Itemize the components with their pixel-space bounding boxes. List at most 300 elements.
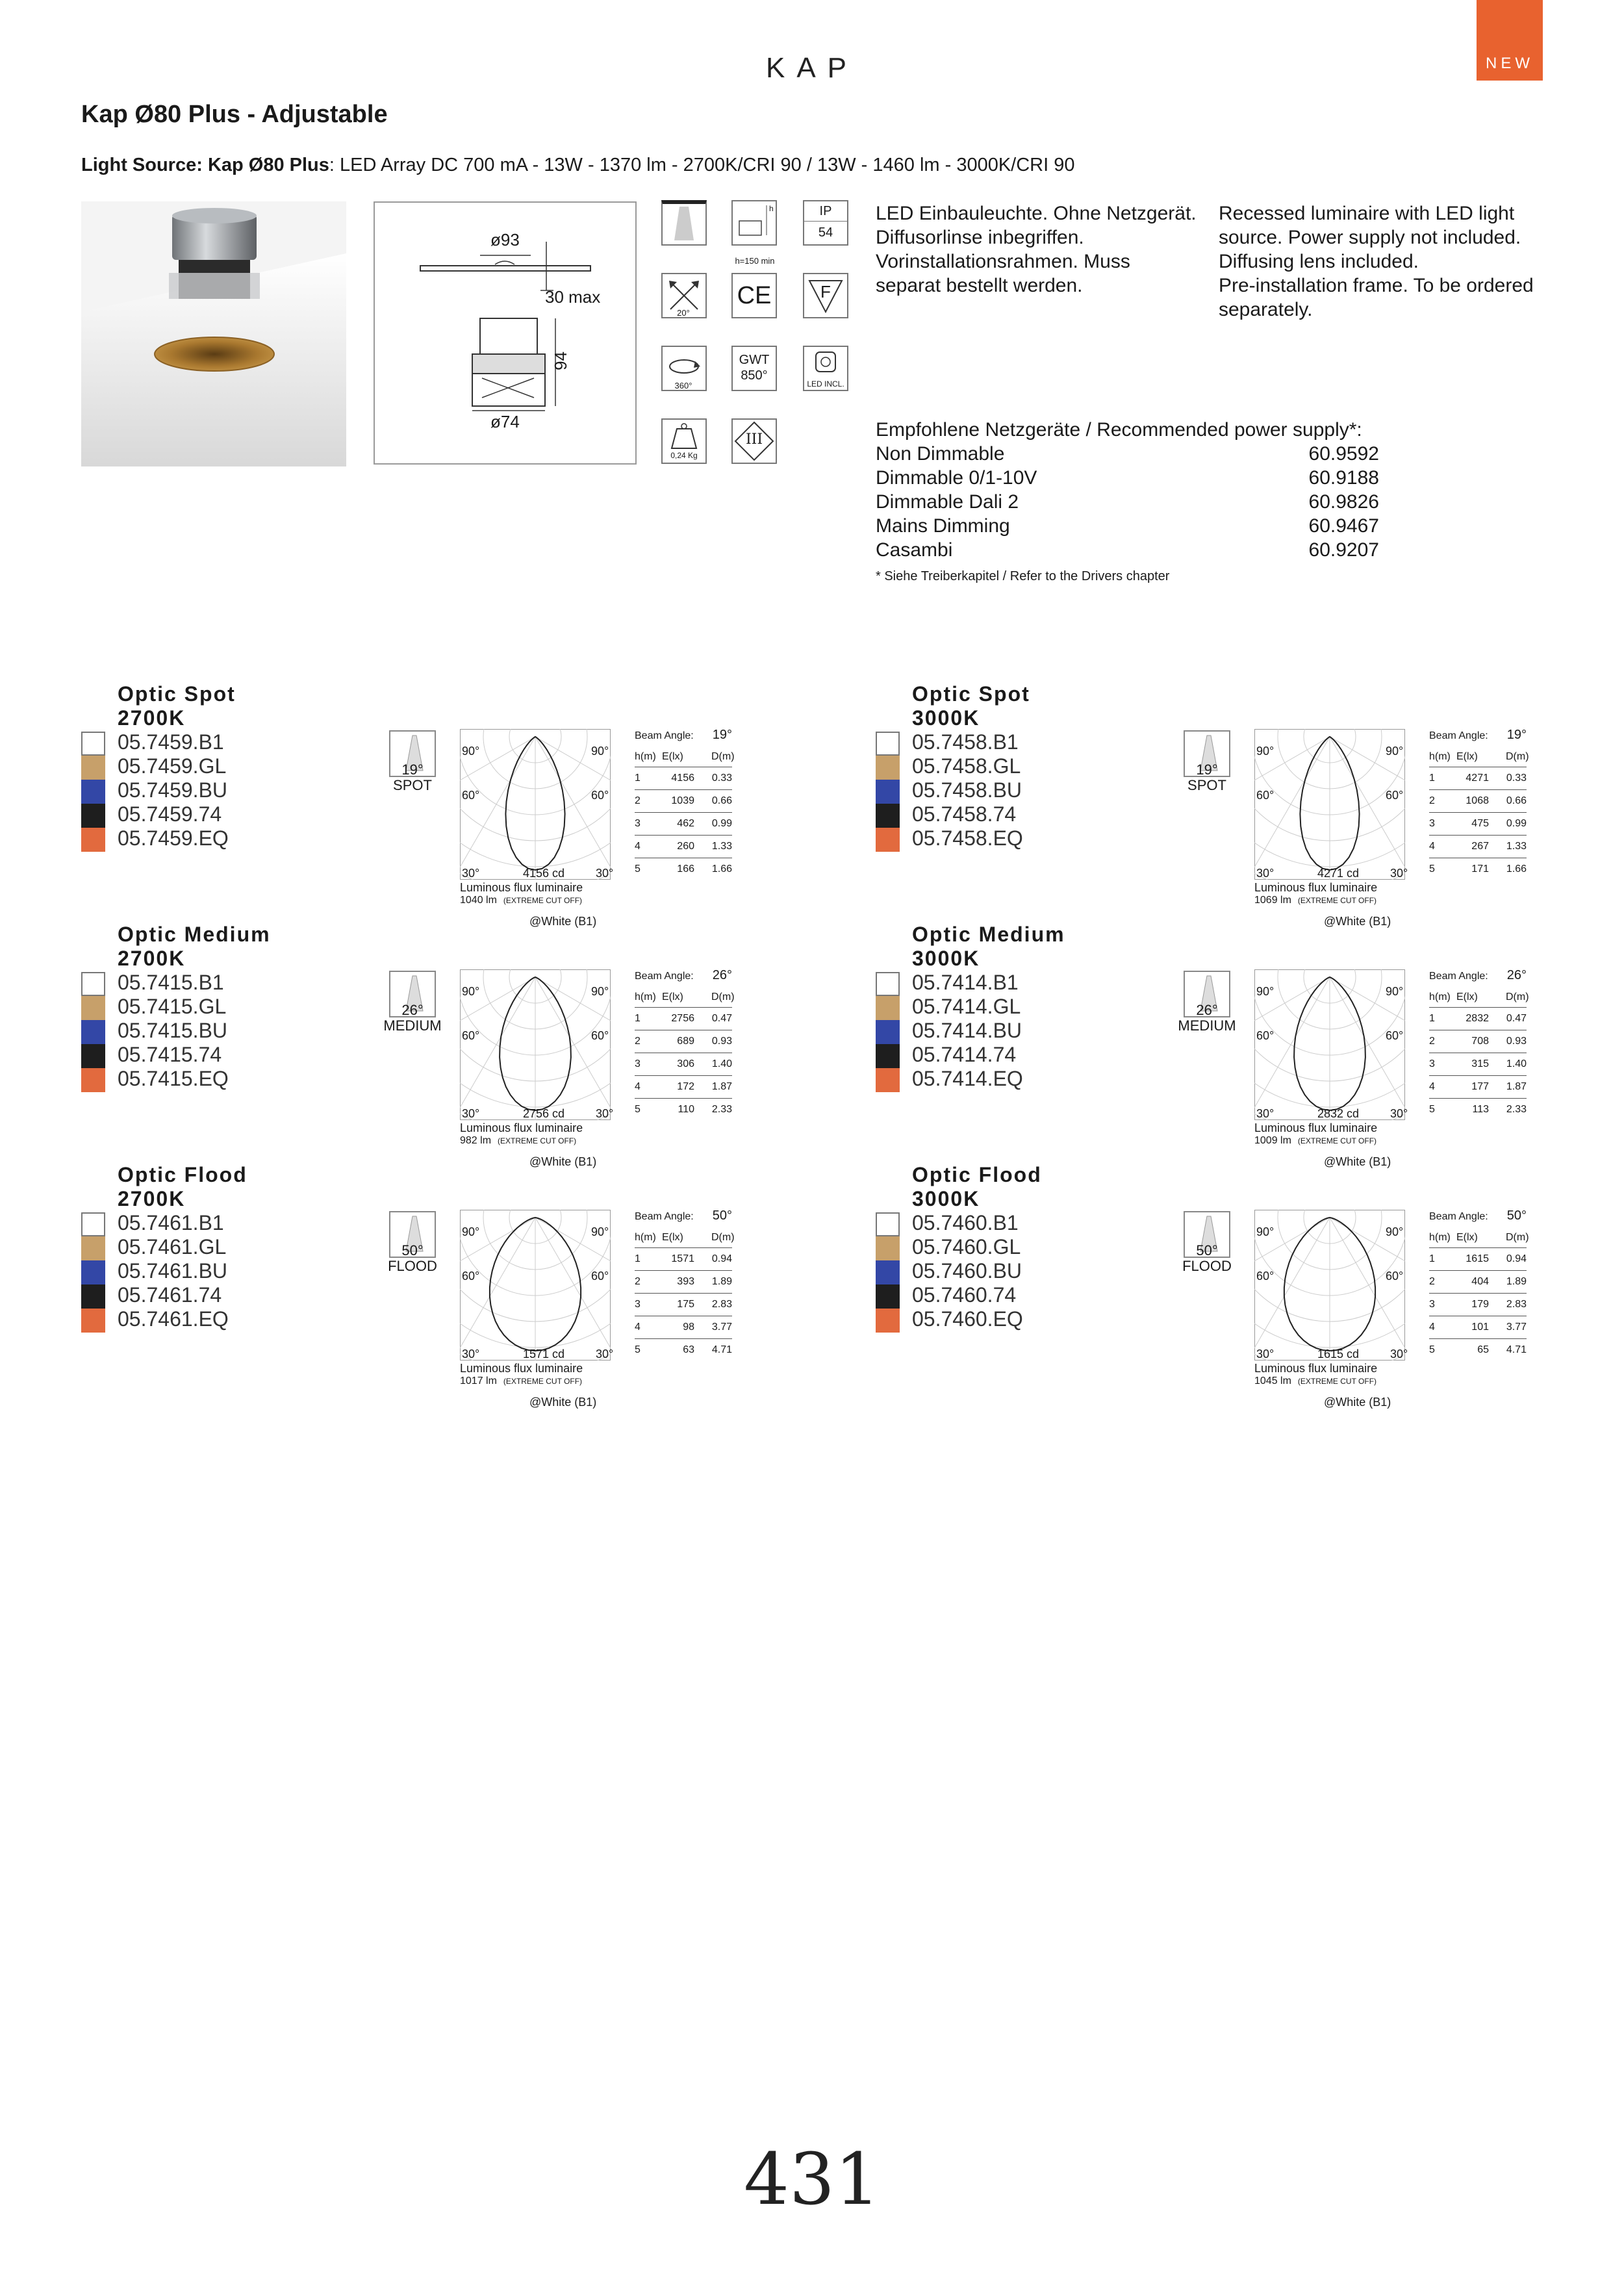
polar-label-60-left: 60° (462, 1029, 480, 1042)
dim-outer-diameter: ø93 (490, 230, 520, 249)
table-row (1429, 1248, 1527, 1271)
finish-swatch (81, 1309, 105, 1333)
polar-label-60-right: 60° (1386, 789, 1404, 802)
article-code: 05.7461.GL (118, 1235, 227, 1258)
article-code: 05.7459.BU (118, 778, 228, 802)
finish-swatch (81, 1020, 105, 1044)
flux-label: Luminous flux luminaire (1254, 881, 1378, 894)
polar-label-60-left: 60° (462, 789, 480, 802)
article-code: 05.7414.74 (912, 1043, 1017, 1066)
polar-label-60-left: 60° (1256, 1029, 1275, 1042)
table-header-row (1429, 989, 1527, 1008)
article-code: 05.7458.B1 (912, 730, 1019, 754)
weight-icon (661, 418, 707, 464)
table-row (635, 1316, 732, 1339)
table-cell: 0.99 (711, 818, 732, 829)
table-cell: 3 (1429, 1058, 1435, 1069)
table-cell: 179 (1471, 1299, 1489, 1310)
finish-swatch (876, 1284, 900, 1309)
table-row (1429, 1271, 1527, 1294)
flux-value (460, 1375, 582, 1387)
table-header-cell: E(lx) (662, 751, 683, 762)
optic-cct: 3000K (912, 947, 980, 970)
cutoff-label: (EXTREME CUT OFF) (1297, 896, 1377, 905)
table-cell: 1.87 (1506, 1081, 1527, 1092)
optic-block (876, 1163, 1624, 1409)
table-cell: 0.94 (1506, 1253, 1527, 1264)
table-cell: 1.89 (1506, 1276, 1527, 1287)
white-finish-note: @White (B1) (529, 1155, 597, 1168)
table-cell: 1.66 (711, 863, 732, 875)
finish-swatch (876, 804, 900, 828)
polar-label-90-left: 90° (462, 745, 480, 758)
table-cell: 1.40 (711, 1058, 732, 1069)
optic-title (912, 682, 1030, 730)
dimension-drawing (374, 201, 637, 465)
desc-de-line: LED Einbauleuchte. Ohne Netzgerät. (876, 203, 1197, 224)
optic-name: Optic Spot (912, 682, 1030, 706)
cutoff-label: (EXTREME CUT OFF) (1297, 1136, 1377, 1145)
light-source-label: Light Source: Kap Ø80 Plus (81, 155, 329, 175)
finish-code-row (81, 828, 341, 852)
beam-type-label: FLOOD (388, 1258, 437, 1274)
table-row (1429, 1053, 1527, 1076)
table-cell: 175 (677, 1299, 694, 1310)
optic-name: Optic Spot (118, 682, 236, 706)
table-header-cell: D(m) (1506, 1232, 1529, 1243)
polar-label-30-right: 30° (596, 867, 614, 880)
gwt-label: GWT (739, 353, 770, 367)
polar-label-30-left: 30° (1256, 1107, 1275, 1120)
finish-code-row (876, 1260, 1136, 1284)
flux-lumen: 1009 lm (1254, 1135, 1291, 1146)
beam-angle-caption: Beam Angle: (1429, 730, 1488, 741)
ps-name: Non Dimmable (876, 443, 1005, 465)
optic-cct: 3000K (912, 1187, 980, 1210)
article-code: 05.7459.GL (118, 754, 227, 778)
optic-name: Optic Medium (912, 923, 1065, 946)
illuminance-table (1429, 968, 1536, 1121)
table-cell: 0.33 (1506, 773, 1527, 784)
finish-swatch (876, 1260, 900, 1284)
table-cell: 1.33 (711, 841, 732, 852)
finish-swatch (876, 996, 900, 1020)
finish-code-row (876, 828, 1136, 852)
finish-code-row (81, 732, 341, 756)
dim-inner-diameter: ø74 (490, 412, 520, 431)
article-code: 05.7414.BU (912, 1019, 1022, 1042)
table-cell: 2832 (1465, 1013, 1489, 1024)
flux-value (460, 1135, 576, 1147)
table-header-row (635, 748, 735, 767)
ip-rating-icon (803, 200, 848, 246)
table-cell: 1571 (671, 1253, 694, 1264)
ps-name: Dimmable Dali 2 (876, 491, 1019, 513)
gwt-icon (731, 346, 777, 391)
finish-code-row (81, 1236, 341, 1260)
table-cell: 475 (1471, 818, 1489, 829)
finish-code-row (876, 756, 1136, 780)
table-cell: 3 (635, 1058, 641, 1069)
polar-label-30-left: 30° (462, 1107, 480, 1120)
finish-swatch (81, 1068, 105, 1092)
table-row (635, 1339, 732, 1361)
table-cell: 1 (1429, 1253, 1435, 1264)
table-cell: 2756 (671, 1013, 694, 1024)
table-cell: 306 (677, 1058, 694, 1069)
gwt-value: 850° (741, 368, 768, 383)
table-cell: 0.94 (711, 1253, 732, 1264)
beam-type-label: MEDIUM (1178, 1017, 1236, 1034)
table-row (635, 1008, 732, 1030)
table-cell: 2.83 (711, 1299, 732, 1310)
polar-label-90-left: 90° (462, 985, 480, 998)
table-cell: 172 (677, 1081, 694, 1092)
table-cell: 0.66 (711, 795, 732, 806)
finish-swatch (81, 1236, 105, 1260)
product-title: Kap Ø80 Plus - Adjustable (81, 101, 388, 128)
finish-code-row (81, 1020, 341, 1044)
beam-angle-label: 26° (1196, 1002, 1218, 1018)
table-cell: 110 (678, 1104, 694, 1115)
table-cell: 315 (1471, 1058, 1489, 1069)
beam-type-label: FLOOD (1182, 1258, 1232, 1274)
power-supply-row (876, 539, 1379, 561)
power-supply-row (876, 467, 1379, 489)
power-supply-row (876, 515, 1379, 537)
ps-code: 60.9188 (1308, 467, 1379, 489)
beam-angle-caption: Beam Angle: (635, 730, 694, 741)
polar-label-30-right: 30° (596, 1348, 614, 1361)
finish-code-row (876, 996, 1136, 1020)
peak-candela: 1571 cd (523, 1348, 565, 1361)
table-row (635, 767, 732, 790)
ps-code: 60.9207 (1308, 539, 1379, 561)
peak-candela: 4156 cd (523, 867, 565, 880)
cutoff-label: (EXTREME CUT OFF) (503, 896, 583, 905)
table-cell: 689 (677, 1036, 694, 1047)
dim-height: 94 (550, 351, 570, 370)
table-cell: 5 (635, 1344, 641, 1355)
beam-angle-caption: Beam Angle: (635, 971, 694, 982)
table-cell: 0.33 (711, 773, 732, 784)
table-header-cell: D(m) (711, 751, 735, 762)
polar-label-90-left: 90° (1256, 745, 1275, 758)
article-code: 05.7459.B1 (118, 730, 224, 754)
finish-swatch (876, 1068, 900, 1092)
table-cell: 166 (677, 863, 694, 875)
flux-lumen: 1040 lm (460, 895, 497, 906)
rotate-label: 360° (674, 381, 692, 390)
polar-label-90-left: 90° (1256, 985, 1275, 998)
article-code: 05.7461.EQ (118, 1307, 229, 1331)
polar-label-30-right: 30° (596, 1107, 614, 1120)
polar-label-60-left: 60° (1256, 1270, 1275, 1283)
finish-swatch (81, 972, 105, 996)
finish-code-row (81, 780, 341, 804)
recess-height-icon (731, 200, 777, 246)
article-code: 05.7458.EQ (912, 826, 1023, 850)
table-cell: 1615 (1465, 1253, 1489, 1264)
finish-code-row (876, 1236, 1136, 1260)
table-cell: 0.93 (1506, 1036, 1527, 1047)
beam-angle-row (1429, 1208, 1536, 1229)
table-cell: 4.71 (711, 1344, 732, 1355)
finish-code-row (876, 804, 1136, 828)
h-min-label: h=150 min (735, 256, 775, 266)
beam-type-label: SPOT (1187, 777, 1226, 793)
optic-cct: 2700K (118, 706, 186, 730)
polar-label-60-left: 60° (462, 1270, 480, 1283)
cutoff-label: (EXTREME CUT OFF) (503, 1377, 583, 1386)
beam-angle-caption: Beam Angle: (635, 1211, 694, 1222)
beam-angle-label: 50° (401, 1242, 424, 1258)
finish-code-row (81, 1044, 341, 1068)
finish-swatch (81, 996, 105, 1020)
flux-lumen: 982 lm (460, 1135, 492, 1146)
table-row (1429, 1030, 1527, 1053)
beam-angle-label: 19° (1196, 761, 1218, 778)
finish-swatch (876, 972, 900, 996)
new-badge: NEW (1477, 0, 1543, 81)
finish-swatch (876, 732, 900, 756)
finish-code-row (81, 972, 341, 996)
finish-code-row (81, 1284, 341, 1309)
table-cell: 4 (1429, 1081, 1435, 1092)
table-header-cell: E(lx) (662, 1232, 683, 1243)
beam-angle-caption: Beam Angle: (1429, 971, 1488, 982)
finish-swatch (81, 828, 105, 852)
ps-name: Mains Dimming (876, 515, 1010, 537)
desc-en-line: Pre-installation frame. To be ordered (1219, 275, 1534, 296)
table-header-cell: h(m) (635, 751, 656, 762)
table-cell: 1.33 (1506, 841, 1527, 852)
table-cell: 177 (1471, 1081, 1489, 1092)
polar-label-30-right: 30° (1390, 867, 1408, 880)
desc-de-line: Diffusorlinse inbegriffen. (876, 227, 1084, 248)
f-mark-icon (803, 273, 848, 318)
white-finish-note: @White (B1) (1324, 915, 1391, 928)
finish-code-row (81, 996, 341, 1020)
beam-angle-row (635, 730, 742, 748)
table-row (635, 1248, 732, 1271)
table-cell: 0.99 (1506, 818, 1527, 829)
table-cell: 4271 (1465, 773, 1489, 784)
table-cell: 260 (677, 841, 694, 852)
finish-swatch (81, 1212, 105, 1236)
ps-code: 60.9467 (1308, 515, 1379, 537)
table-cell: 2 (1429, 795, 1435, 806)
table-header-cell: D(m) (1506, 751, 1529, 762)
finish-code-row (81, 1212, 341, 1236)
optic-block (876, 923, 1624, 1168)
polar-label-90-right: 90° (591, 745, 609, 758)
table-header-row (635, 1229, 735, 1248)
article-code: 05.7458.GL (912, 754, 1021, 778)
table-row (1429, 1339, 1527, 1361)
flux-value (1254, 1135, 1377, 1147)
optic-block (81, 1163, 861, 1409)
optic-cct: 3000K (912, 706, 980, 730)
table-cell: 4 (635, 1081, 641, 1092)
beam-angle-label: 26° (401, 1002, 424, 1018)
flux-lumen: 1069 lm (1254, 895, 1291, 906)
finish-code-row (876, 1044, 1136, 1068)
flux-lumen: 1045 lm (1254, 1375, 1291, 1386)
description-en (1219, 201, 1556, 322)
table-header-cell: h(m) (1429, 751, 1451, 762)
finish-swatch (876, 1236, 900, 1260)
polar-diagram (460, 969, 614, 1120)
page-number: 431 (744, 2138, 880, 2221)
h-label: h (769, 204, 774, 213)
beam-angle-label: 19° (401, 761, 424, 778)
beam-angle-label: 50° (1196, 1242, 1218, 1258)
article-code: 05.7460.74 (912, 1283, 1017, 1307)
table-cell: 1 (1429, 773, 1435, 784)
finish-swatch (81, 732, 105, 756)
article-code: 05.7459.74 (118, 802, 222, 826)
article-code: 05.7415.GL (118, 995, 227, 1018)
article-code: 05.7460.B1 (912, 1211, 1019, 1234)
finish-swatch (876, 780, 900, 804)
finish-swatch (876, 1309, 900, 1333)
illuminance-table (1429, 730, 1536, 880)
finish-code-row (876, 1020, 1136, 1044)
polar-label-30-left: 30° (1256, 1348, 1275, 1361)
optic-name: Optic Medium (118, 923, 271, 946)
peak-candela: 2756 cd (523, 1107, 565, 1120)
beam-angle-caption: Beam Angle: (1429, 1211, 1488, 1222)
led-incl-label: LED INCL. (807, 379, 844, 389)
article-code: 05.7415.BU (118, 1019, 228, 1042)
description-de (876, 201, 1213, 298)
table-row (1429, 1099, 1527, 1121)
flux-value (460, 895, 582, 906)
table-cell: 1.89 (711, 1276, 732, 1287)
polar-label-90-right: 90° (1386, 985, 1404, 998)
article-code: 05.7459.EQ (118, 826, 229, 850)
white-finish-note: @White (B1) (529, 1396, 597, 1409)
table-row (1429, 1294, 1527, 1316)
article-code: 05.7415.74 (118, 1043, 222, 1066)
finish-swatch (876, 1020, 900, 1044)
table-row (635, 1294, 732, 1316)
table-cell: 4156 (671, 773, 694, 784)
flux-lumen: 1017 lm (460, 1375, 497, 1386)
table-cell: 4 (1429, 1322, 1435, 1333)
dim-adjust: 30 max (545, 287, 601, 307)
table-header-cell: E(lx) (1456, 1232, 1478, 1243)
flux-label: Luminous flux luminaire (460, 881, 583, 894)
table-cell: 2.83 (1506, 1299, 1527, 1310)
polar-diagram (1254, 729, 1405, 880)
table-row (1429, 1316, 1527, 1339)
finish-swatch (876, 828, 900, 852)
table-row (635, 1271, 732, 1294)
table-cell: 2.33 (1506, 1104, 1527, 1115)
power-supply-title: Empfohlene Netzgeräte / Recommended power supply*: (876, 419, 1362, 441)
light-source-line (81, 155, 1075, 176)
polar-label-60-right: 60° (591, 1029, 609, 1042)
article-code: 05.7458.BU (912, 778, 1022, 802)
symbol-grid (661, 200, 856, 473)
table-cell: 1.87 (711, 1081, 732, 1092)
beam-angle-row (635, 1208, 742, 1229)
illuminance-table (635, 1208, 742, 1361)
table-cell: 2 (635, 795, 641, 806)
table-header-cell: h(m) (1429, 991, 1451, 1003)
polar-label-90-right: 90° (591, 1225, 609, 1238)
beam-angle-value: 19° (1506, 728, 1527, 742)
ce-mark-icon: CE (731, 273, 777, 318)
finish-code-row (876, 1309, 1136, 1333)
article-code: 05.7414.B1 (912, 971, 1019, 994)
article-code: 05.7414.EQ (912, 1067, 1023, 1090)
table-cell: 404 (1471, 1276, 1489, 1287)
polar-label-60-right: 60° (591, 1270, 609, 1283)
table-cell: 0.93 (711, 1036, 732, 1047)
polar-diagram (1254, 969, 1405, 1120)
table-row (635, 1030, 732, 1053)
polar-label-60-right: 60° (591, 789, 609, 802)
finish-code-row (876, 732, 1136, 756)
desc-en-line: Recessed luminaire with LED light (1219, 203, 1515, 224)
table-cell: 113 (1472, 1104, 1489, 1115)
flux-value (1254, 895, 1377, 906)
illuminance-table (1429, 1208, 1536, 1361)
optic-title (118, 923, 271, 971)
table-cell: 5 (1429, 1104, 1435, 1115)
white-finish-note: @White (B1) (1324, 1396, 1391, 1409)
peak-candela: 2832 cd (1317, 1107, 1360, 1120)
table-row (635, 790, 732, 813)
article-code: 05.7458.74 (912, 802, 1017, 826)
ps-name: Dimmable 0/1-10V (876, 467, 1037, 489)
table-cell: 3 (635, 818, 641, 829)
tilt-label: 20° (677, 308, 690, 318)
flux-label: Luminous flux luminaire (1254, 1121, 1378, 1134)
article-code: 05.7461.74 (118, 1283, 222, 1307)
finish-swatch (81, 780, 105, 804)
table-cell: 4 (1429, 841, 1435, 852)
desc-de-line: Vorinstallationsrahmen. Muss (876, 251, 1130, 272)
peak-candela: 1615 cd (1317, 1348, 1360, 1361)
polar-label-90-right: 90° (1386, 745, 1404, 758)
table-header-cell: D(m) (711, 1232, 735, 1243)
white-finish-note: @White (B1) (1324, 1155, 1391, 1168)
ps-code: 60.9592 (1308, 443, 1379, 465)
optic-block (81, 682, 861, 928)
table-cell: 1 (635, 1013, 641, 1024)
article-code: 05.7460.BU (912, 1259, 1022, 1283)
finish-code-row (876, 1212, 1136, 1236)
table-cell: 98 (683, 1322, 694, 1333)
table-row (1429, 858, 1527, 880)
table-header-row (1429, 1229, 1527, 1248)
led-included-icon (803, 346, 848, 391)
table-cell: 2 (1429, 1276, 1435, 1287)
table-row (635, 836, 732, 858)
optic-title (118, 1163, 247, 1211)
table-cell: 63 (683, 1344, 694, 1355)
table-header-cell: E(lx) (662, 991, 683, 1003)
table-cell: 1 (635, 1253, 641, 1264)
table-cell: 171 (1471, 863, 1489, 875)
finish-swatch (81, 804, 105, 828)
finish-swatch (81, 1284, 105, 1309)
table-cell: 708 (1471, 1036, 1489, 1047)
